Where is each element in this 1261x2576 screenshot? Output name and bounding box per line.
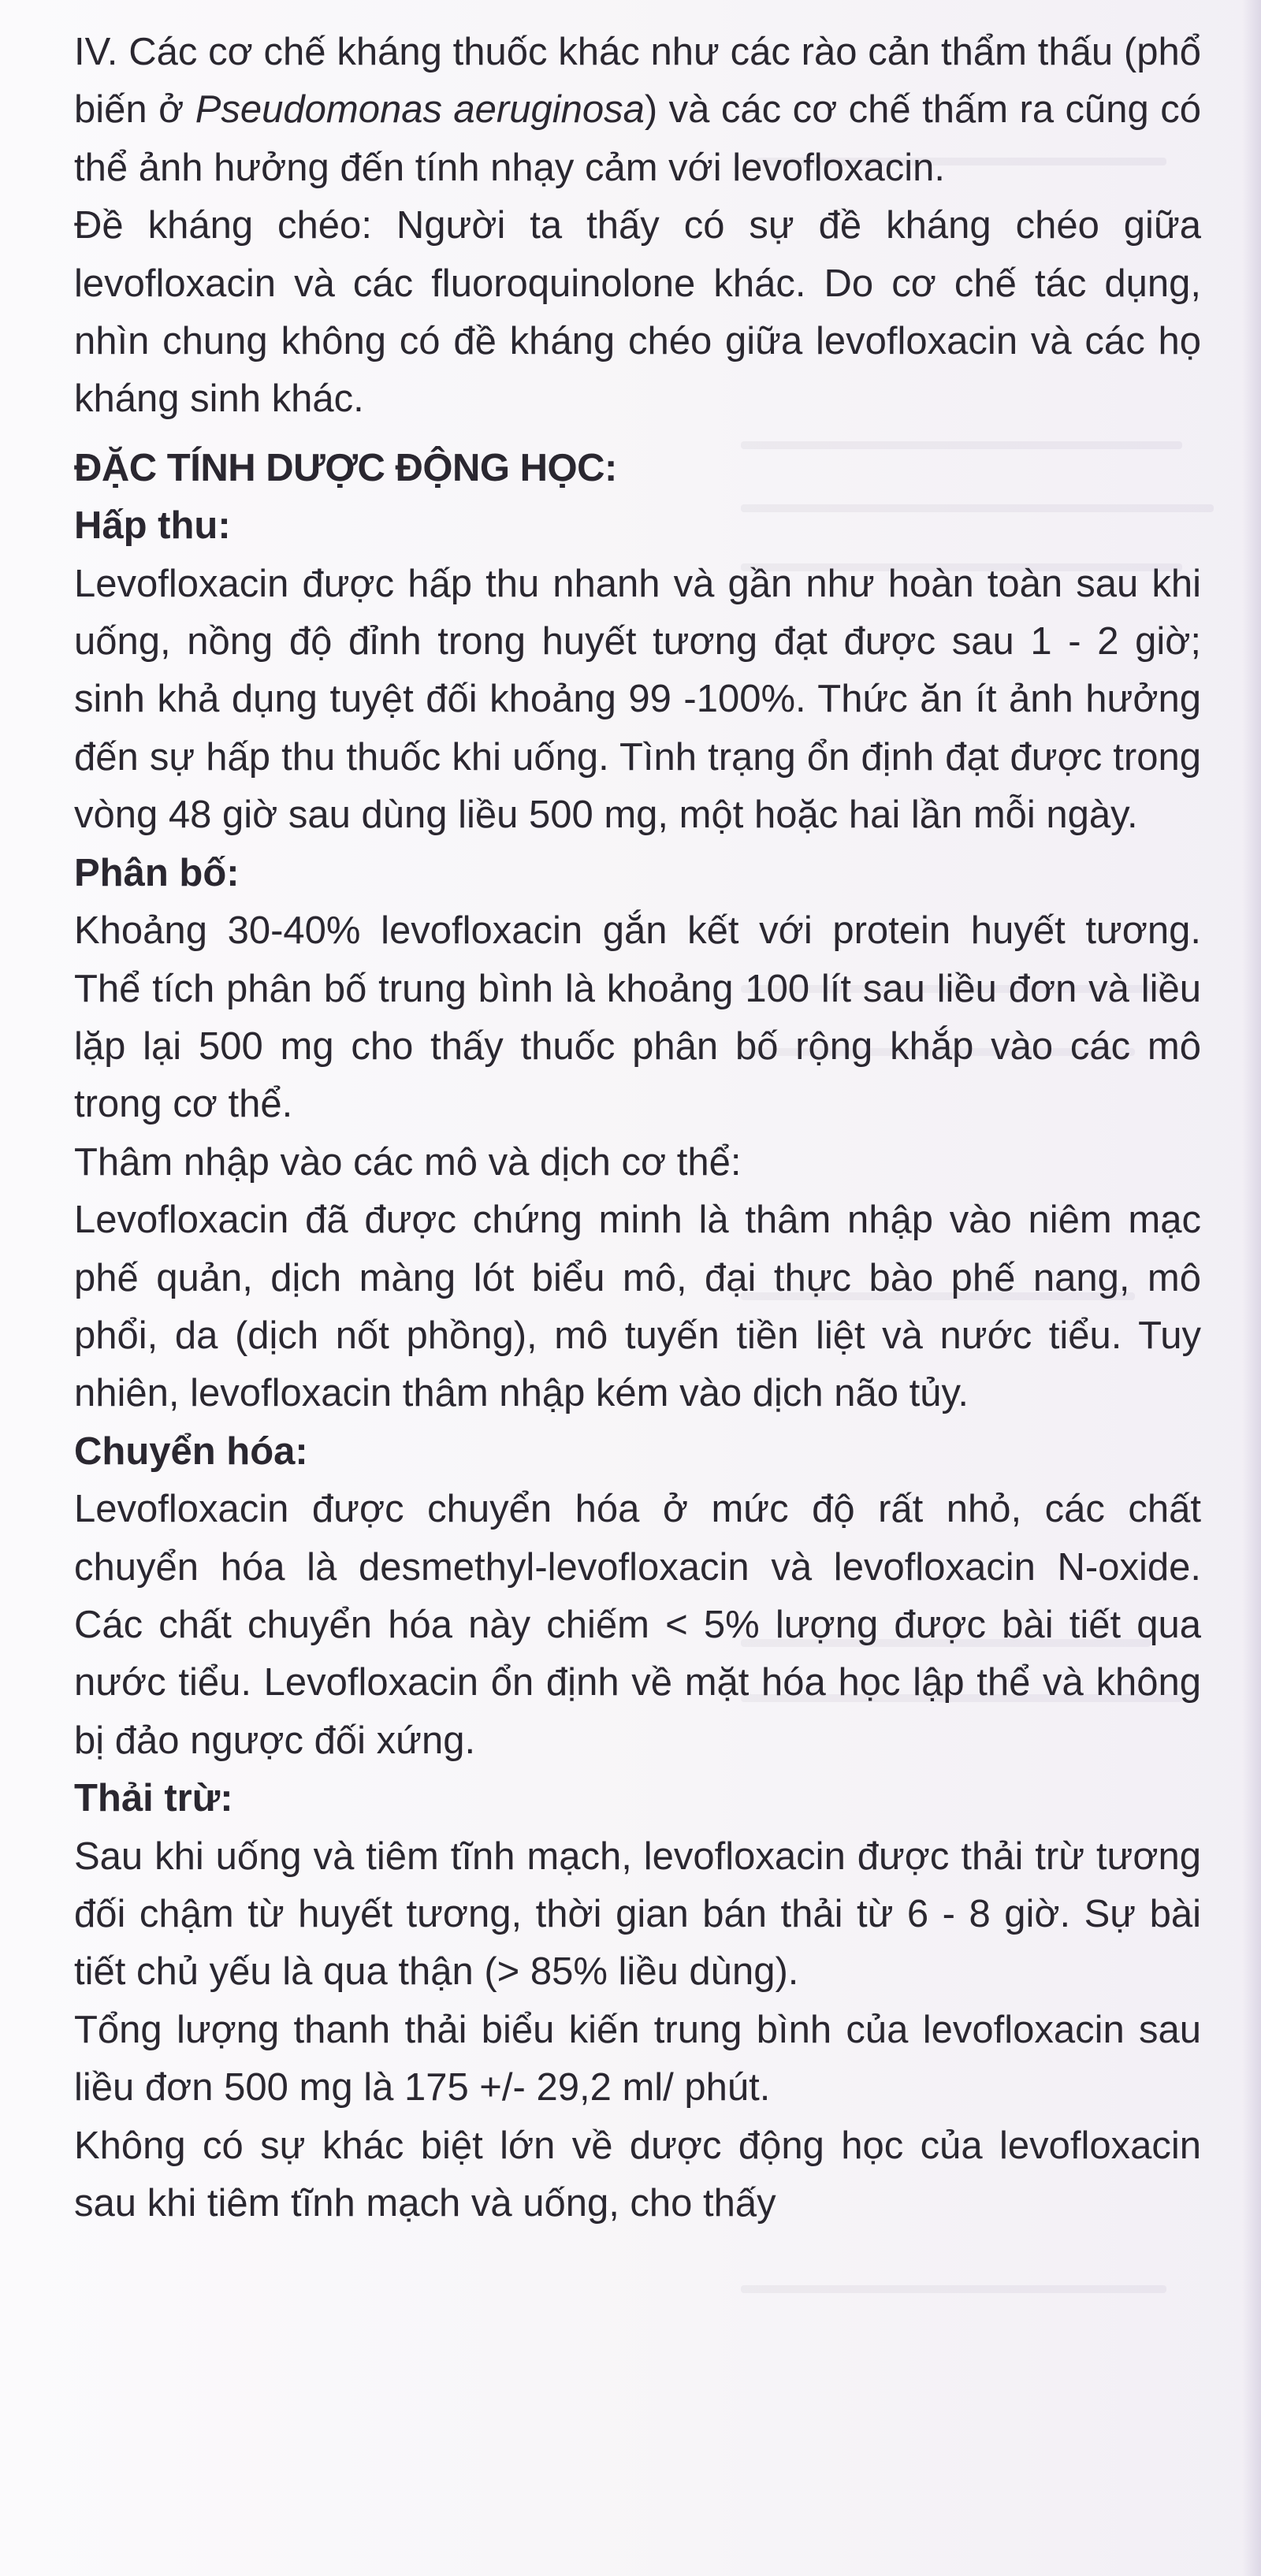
- absorption-text: Levofloxacin được hấp thu nhanh và gần như hoàn toàn sau khi uống, nồng độ đỉnh trong huyết tương đạt được sau 1 - 2 giờ; sinh khả dụng tuyệt đối khoảng 99 -100%. Thức ăn ít ảnh hưởng đến sự hấp thu thuốc khi uống. Tình trạng ổn định đạt được trong vòng 48 giờ sau dùng liều 500 mg, một hoặc hai lần mỗi ngày.: [74, 562, 1201, 837]
- mechanisms-paragraph: [74, 24, 1201, 197]
- document-body: [74, 24, 1201, 2232]
- elimination-text-3: Không có sự khác biệt lớn về dược động học của levofloxacin sau khi tiêm tĩnh mạch và uống, cho thấy: [74, 2124, 1201, 2225]
- mechanisms-tail: ) và các cơ chế thấm ra cũng có thể ảnh hưởng đến tính nhạy cảm với levofloxacin.: [74, 88, 1201, 189]
- section-title: ĐẶC TÍNH DƯỢC ĐỘNG HỌC:: [74, 446, 617, 489]
- mechanisms-lead: IV. Các cơ chế kháng thuốc khác như các rào cản thẩm thấu (phổ biến ở: [74, 31, 1201, 132]
- penetration-title: Thâm nhập vào các mô và dịch cơ thể:: [74, 1140, 742, 1184]
- metabolism-text: Levofloxacin được chuyển hóa ở mức độ rất nhỏ, các chất chuyển hóa là desmethyl-levofloxacin và levofloxacin N-oxide. Các chất chuyển hóa này chiếm < 5% lượng được bài tiết qua nước tiểu. Levofloxacin ổn định về mặt hóa học lập thể và không bị đảo ngược đối xứng.: [74, 1488, 1201, 1762]
- distribution-heading: Phân bố:: [74, 851, 240, 894]
- absorption-heading: Hấp thu:: [74, 504, 231, 548]
- distribution-text: Khoảng 30-40% levofloxacin gắn kết với protein huyết tương. Thể tích phân bố trung bình là khoảng 100 lít sau liều đơn và liều lặp lại 500 mg cho thấy thuốc phân bố rộng khắp vào các mô trong cơ thể.: [74, 909, 1201, 1126]
- cross-resistance-paragraph: Đề kháng chéo: Người ta thấy có sự đề kháng chéo giữa levofloxacin và các fluoroquinolone khác. Do cơ chế tác dụng, nhìn chung không có đề kháng chéo giữa levofloxacin và các họ kháng sinh khác.: [74, 204, 1201, 421]
- metabolism-heading: Chuyển hóa:: [74, 1429, 308, 1473]
- page-edge-shadow: [1242, 0, 1261, 2576]
- organism-name: Pseudomonas aeruginosa: [195, 88, 645, 132]
- penetration-text: Levofloxacin đã được chứng minh là thâm nhập vào niêm mạc phế quản, dịch màng lót biểu mô, đại thực bào phế nang, mô phổi, da (dịch nốt phồng), mô tuyến tiền liệt và nước tiểu. Tuy nhiên, levofloxacin thâm nhập kém vào dịch não tủy.: [74, 1199, 1201, 1415]
- elimination-text-1: Sau khi uống và tiêm tĩnh mạch, levofloxacin được thải trừ tương đối chậm từ huyết tương, thời gian bán thải từ 6 - 8 giờ. Sự bài tiết chủ yếu là qua thận (> 85% liều dùng).: [74, 1834, 1201, 1994]
- elimination-heading: Thải trừ:: [74, 1777, 233, 1820]
- elimination-text-2: Tổng lượng thanh thải biểu kiến trung bình của levofloxacin sau liều đơn 500 mg là 175 +/- 29,2 ml/ phút.: [74, 2008, 1201, 2109]
